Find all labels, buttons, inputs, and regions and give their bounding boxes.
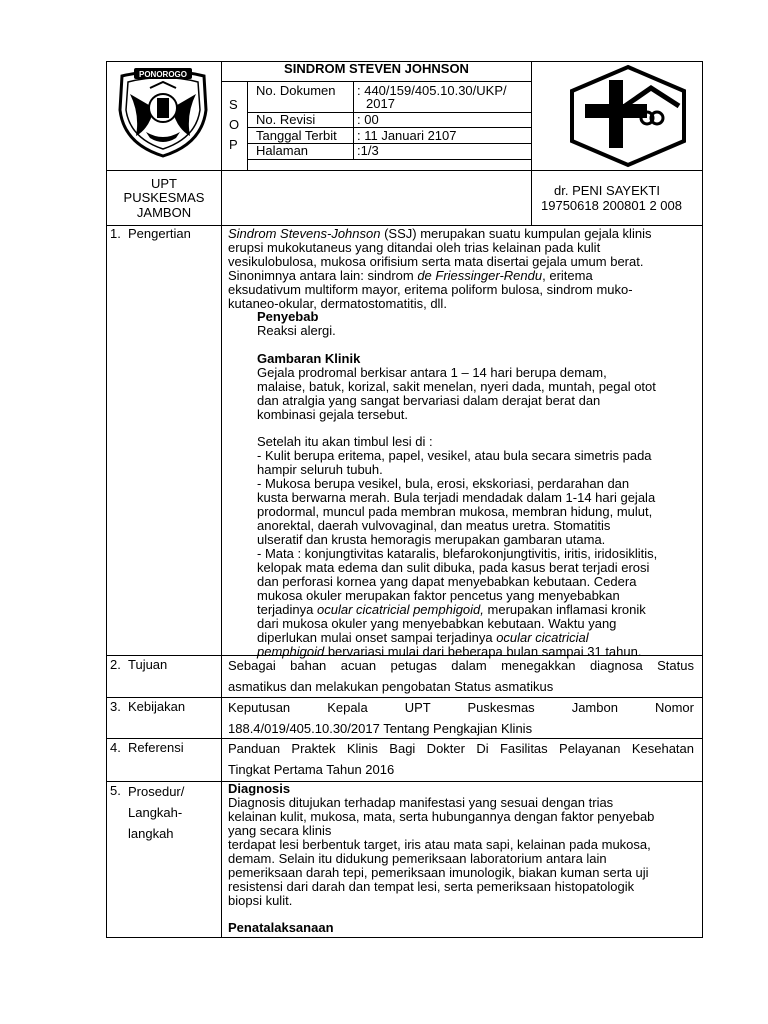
- fields-divider: [353, 82, 354, 160]
- header-row-line: [106, 170, 703, 171]
- gambaran-klinik-heading: Gambaran Klinik: [257, 351, 361, 366]
- sop-letter-s: S: [229, 97, 238, 112]
- org-name-line-1: UPT: [151, 176, 177, 191]
- signer-nip: 19750618 200801 2 008: [541, 198, 682, 213]
- lesi-text: Setelah itu akan timbul lesi di : - Kulit berupa eritema, papel, vesikel, atau bula secara simetris pada hampir seluruh tubuh. - Mukosa berupa vesikel, bula, erosi, ekskoriasi, perdarahan dan kusta berwarna merah. Bula terjadi mendadak dalam 1-14 hari gejala prodormal, muncul pada membran mukosa, membran hidung, mulut, anorektal, daerah vulvovaginal, dan meatus uretra. Stomatitis ulseratif dan krusta hemoragis merupakan gambaran utama. - Mata : konjungtivitas kataralis, blefarokonjungtivitis, iritis, iridosiklitis, kelopak mata edema dan sulit dibuka, pada kasus berat terjadi erosi dan perforasi kornea yang dapat menyebabkan kebutaan. Cedera mukosa okuler merupakan faktor pencetus yang menyebabkan terjadinya ocular cicatricial pemphigoid, merupakan inflamasi kronik dari mukosa okuler yang menyebabkan kebutaan. Waktu yang diperlukan mulai onset sampai terjadinya ocular cicatricial pemphigoid bervariasi mulai dari beberapa bulan sampai 31 tahun.: [257, 434, 658, 659]
- section-label-pengertian: Pengertian: [128, 226, 191, 241]
- field-value-no-revisi: : 00: [357, 112, 379, 127]
- title-bottom-line: [221, 81, 532, 82]
- section-number-kebijakan: 3.: [110, 699, 121, 714]
- penyebab-heading: Penyebab: [257, 309, 319, 324]
- section-number-referensi: 4.: [110, 740, 121, 755]
- penatalaksanaan-heading: Penatalaksanaan: [228, 920, 334, 935]
- sop-letter-o: O: [229, 117, 240, 132]
- logo-text: PONOROGO: [138, 70, 188, 79]
- tujuan-text: Sebagai bahan acuan petugas dalam menegakkan diagnosa Status asmatikus dan melakukan pengobatan Status asmatikus: [228, 658, 694, 694]
- field-label-no-revisi: No. Revisi: [256, 112, 316, 127]
- org-name-line-2: PUSKESMAS: [123, 190, 205, 205]
- field-value-no-dokumen-year: 2017: [366, 96, 395, 111]
- section-label-tujuan: Tujuan: [128, 657, 168, 672]
- section-number-prosedur: 5.: [110, 783, 121, 798]
- diagnosis-heading: Diagnosis: [228, 781, 291, 796]
- section-label-kebijakan: Kebijakan: [128, 699, 186, 714]
- section-label-referensi: Referensi: [128, 740, 184, 755]
- row-line-prosedur: [106, 781, 703, 782]
- field-label-no-dokumen: No. Dokumen: [256, 83, 336, 98]
- document-title: SINDROM STEVEN JOHNSON: [284, 61, 469, 76]
- sop-letter-p: P: [229, 137, 238, 152]
- table-border-bottom: [106, 937, 703, 938]
- field-label-tanggal-terbit: Tanggal Terbit: [256, 128, 337, 143]
- gambaran-klinik-text: Gejala prodromal berkisar antara 1 – 14 hari berupa demam, malaise, batuk, korizal, sakit menelan, nyeri dada, muntah, pegal otot dan atralgia yang sangat bervariasi dalam derajat berat dan kombinasi gejala tersebut.: [257, 365, 656, 422]
- pengertian-paragraph: Sindrom Stevens-Johnson (SSJ) merupakan suatu kumpulan gejala klinis erupsi mukokutaneus yang ditandai oleh trias kelainan pada kulit vesikulobulosa, mukosa orifisium serta mata disertai gejala umum berat. Sinonimnya antara lain: sindrom de Friessinger-Rendu, eritema eksudativum multiform mayor, eritema poliform bulosa, sindrom muko- kutaneo-okular, dermatostomatitis, dll.: [228, 226, 652, 311]
- kebijakan-text: Keputusan Kepala UPT Puskesmas Jambon Nomor 188.4/019/405.10.30/2017 Tentang Pengkajian Klinis: [228, 700, 694, 736]
- section-label-prosedur: Prosedur/ Langkah- langkah: [128, 784, 185, 841]
- org-name-line-3: JAMBON: [136, 205, 192, 220]
- diagnosis-text: Diagnosis ditujukan terhadap manifestasi yang sesuai dengan trias kelainan kulit, mukosa, mata, serta hubungannya dengan faktor penyebab yang secara klinis terdapat lesi berbentuk target, iris atau mata sapi, kelainan pada mukosa, demam. Selain itu didukung pemeriksaan laboratorium antara lain pemeriksaan darah tepi, pemeriksaan imunologik, biakan kuman serta uji resistensi dari darah dan tempat lesi, serta pemeriksaan histopatologik biopsi kulit.: [228, 795, 655, 908]
- ponorogo-logo: [110, 64, 216, 160]
- signer-name: dr. PENI SAYEKTI: [554, 183, 660, 198]
- section-number-tujuan: 2.: [110, 657, 121, 672]
- penyebab-text: Reaksi alergi.: [257, 323, 336, 338]
- header-divider-sop: [247, 82, 248, 170]
- section-number-pengertian: 1.: [110, 226, 121, 241]
- field-label-halaman: Halaman: [256, 143, 309, 158]
- field-value-tanggal-terbit: : 11 Januari 2107: [357, 128, 457, 143]
- puskesmas-logo: [567, 64, 689, 168]
- field-value-no-dokumen: : 440/159/405.10.30/UKP/: [357, 83, 507, 98]
- field-line-4: [247, 159, 532, 160]
- table-border-right: [702, 61, 703, 938]
- field-value-halaman: :1/3: [357, 143, 379, 158]
- referensi-text: Panduan Praktek Klinis Bagi Dokter Di Fasilitas Pelayanan Kesehatan Tingkat Pertama Tahun 2016: [228, 741, 694, 777]
- term-ssj: Sindrom Stevens-Johnson: [228, 226, 381, 241]
- header-divider-left: [221, 61, 222, 938]
